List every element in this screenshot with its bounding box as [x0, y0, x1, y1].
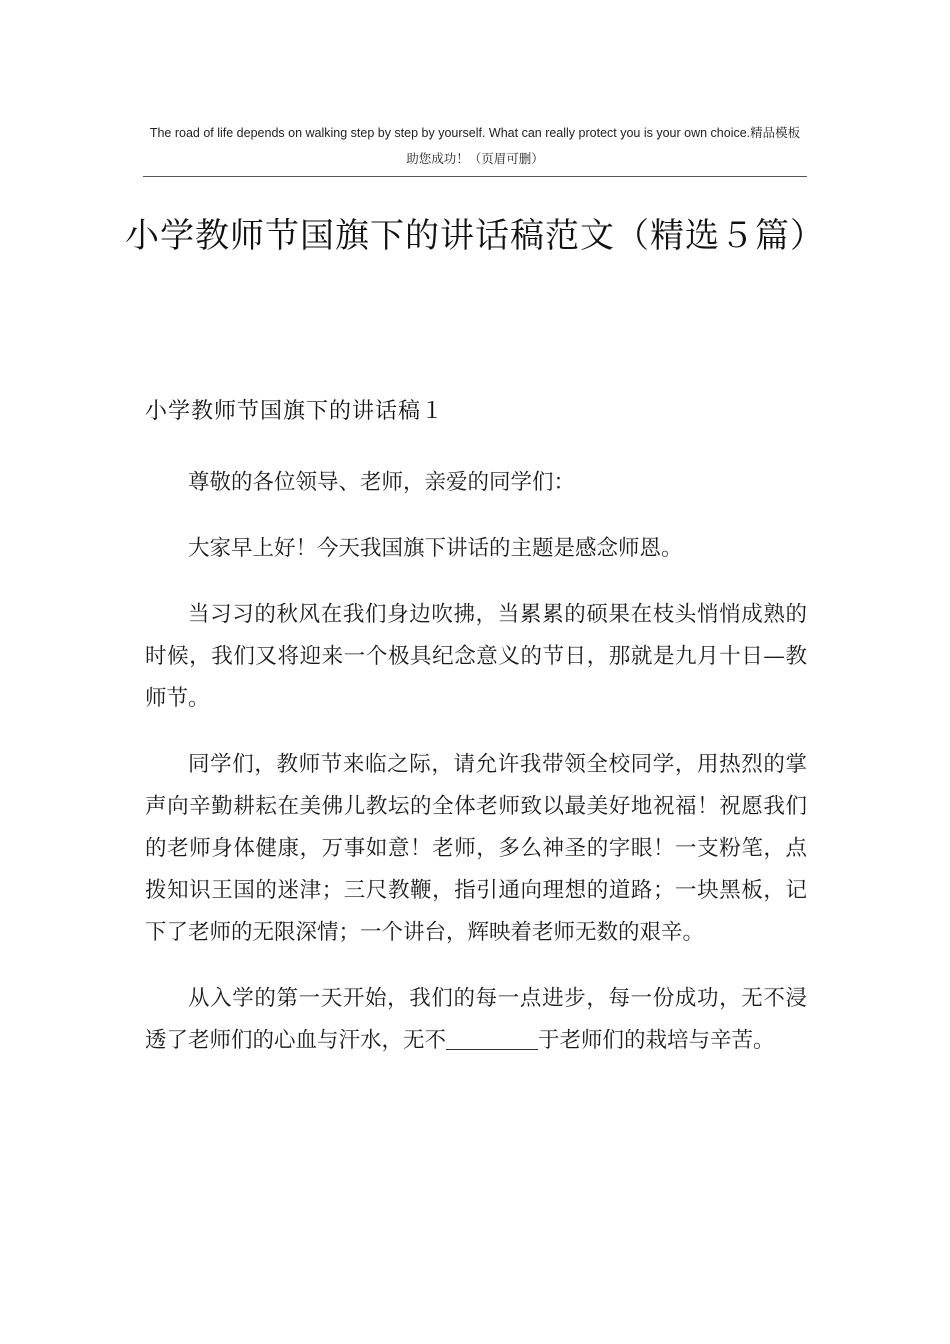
fill-in-blank [446, 1028, 538, 1051]
paragraph-gratitude [145, 978, 807, 1062]
header-text: The road of life depends on walking step by step by yourself. What can really protect you is your own choice.精品模板 助您成功！（页眉可删） [149, 126, 813, 166]
paragraph-gratitude-end: 于老师们的栽培与辛苦。 [538, 1028, 775, 1053]
header-divider [143, 176, 807, 177]
paragraph-autumn: 当习习的秋风在我们身边吹拂，当累累的硕果在枝头悄悄成熟的时候，我们又将迎来一个极具纪念意义的节日，那就是九月十日—教师节。 [145, 602, 807, 711]
paragraph-opening: 大家早上好！今天我国旗下讲话的主题是感念师恩。 [188, 536, 683, 561]
section-heading: 小学教师节国旗下的讲话稿１ [145, 399, 445, 424]
document-body [145, 462, 807, 1086]
document-title: 小学教师节国旗下的讲话稿范文（精选５篇） [125, 216, 825, 256]
paragraph-gratitude-start: 从入学的第一天开始，我们的每一点进步，每一份成功，无不浸透了老师们的心血与汗水，无不 [145, 986, 807, 1053]
page-header [140, 120, 813, 172]
paragraph-blessing: 同学们，教师节来临之际，请允许我带领全校同学，用热烈的掌声向辛勤耕耘在美佛儿教坛的全体老师致以最美好地祝福！祝愿我们的老师身体健康，万事如意！老师，多么神圣的字眼！一支粉笔，点拨知识王国的迷津；三尺教鞭，指引通向理想的道路；一块黑板，记下了老师的无限深情；一个讲台，辉映着老师无数的艰辛。 [145, 752, 807, 945]
paragraph-greeting: 尊敬的各位领导、老师，亲爱的同学们： [188, 470, 576, 495]
